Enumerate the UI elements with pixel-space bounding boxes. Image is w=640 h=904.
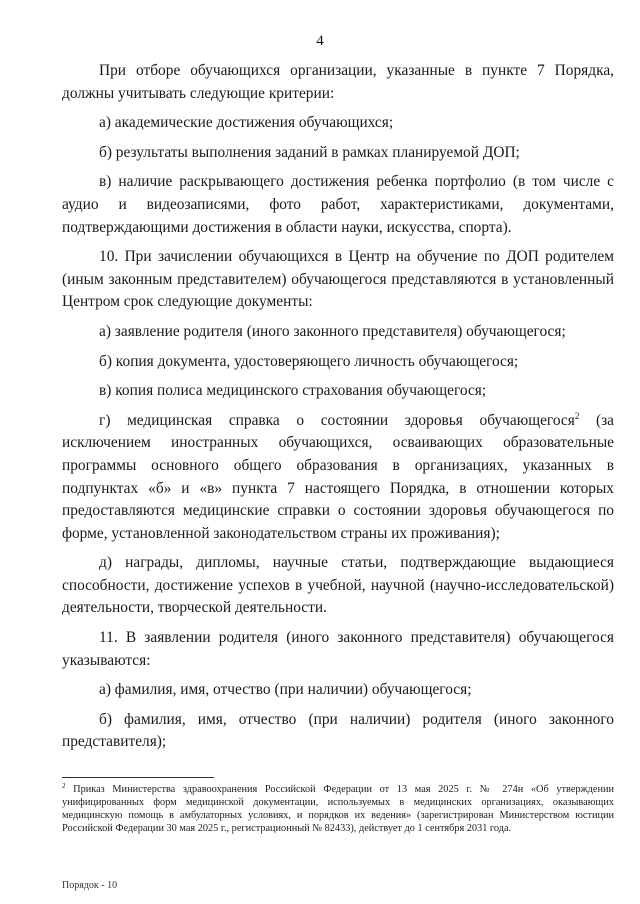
list-item-parent-name: б) фамилия, имя, отчество (при наличии) родителя (иного законного представителя); xyxy=(62,710,614,751)
list-item-id-copy: б) копия документа, удостоверяющего личность обучающегося; xyxy=(99,352,519,370)
paragraph-10-enrollment: 10. При зачислении обучающихся в Центр на обучение по ДОП родителем (иным законным представителем) обучающегося представляются в установленный Центром срок следующие документы: xyxy=(62,248,614,311)
footnote-body: Приказ Министерства здравоохранения Российской Федерации от 13 мая 2025 г. № 274н «Об утверждении унифицированных форм медицинской документации, используемых в медицинских организациях, оказывающих медицинскую помощь в амбулаторных условиях, и порядков их ведения» (зарегистрирован Министерством юстиции Российской Федерации 30 мая 2025 г., регистрационный № 82433), действует до 1 сентября 2031 года. xyxy=(62,784,614,834)
footnote-separator xyxy=(62,777,214,778)
list-item-task-results: б) результаты выполнения заданий в рамках планируемой ДОП; xyxy=(99,143,520,161)
footnote-text xyxy=(62,783,614,835)
page-number: 4 xyxy=(316,33,324,49)
list-item-application: а) заявление родителя (иного законного представителя) обучающегося; xyxy=(99,322,566,340)
document-body xyxy=(62,60,614,754)
list-item-insurance-copy: в) копия полиса медицинского страхования обучающегося; xyxy=(99,382,487,400)
list-item-academic: а) академические достижения обучающихся; xyxy=(99,114,394,132)
list-item-awards: д) награды, дипломы, научные статьи, подтверждающие выдающиеся способности, достижение успехов в учебной, научной (научно-исследовательской) деятельности, творческой деятельности. xyxy=(62,554,614,617)
paragraph-11-application-contents: 11. В заявлении родителя (иного законного представителя) обучающегося указываются: xyxy=(62,629,614,669)
list-item-student-name: а) фамилия, имя, отчество (при наличии) обучающегося; xyxy=(99,681,472,699)
page-footer: Порядок - 10 xyxy=(62,880,118,891)
footnote-reference: 2 xyxy=(574,410,580,421)
paragraph-selection-criteria: При отборе обучающихся организации, указанные в пункте 7 Порядка, должны учитывать следующие критерии: xyxy=(62,62,614,102)
medical-certificate-exceptions: (за исключением иностранных обучающихся, осваивающих образовательные программы основного общего образования в организациях, указанных в подпунктах «б» и «в» пункта 7 настоящего Порядка, в отношении которых предоставляются медицинские справки о состоянии здоровья обучающегося по форме, установленной законодательством страны их проживания); xyxy=(62,411,614,542)
medical-certificate-text: г) медицинская справка о состоянии здоровья обучающегося xyxy=(99,411,575,429)
list-item-portfolio: в) наличие раскрывающего достижения ребенка портфолио (в том числе с аудио и видеозаписями, фото работ, характеристиками, документами, подтверждающими достижения в области науки, искусства, спорта). xyxy=(62,173,614,236)
footnote-mark: 2 xyxy=(62,782,66,790)
list-item-medical-certificate xyxy=(62,410,614,546)
footnote xyxy=(62,783,614,835)
